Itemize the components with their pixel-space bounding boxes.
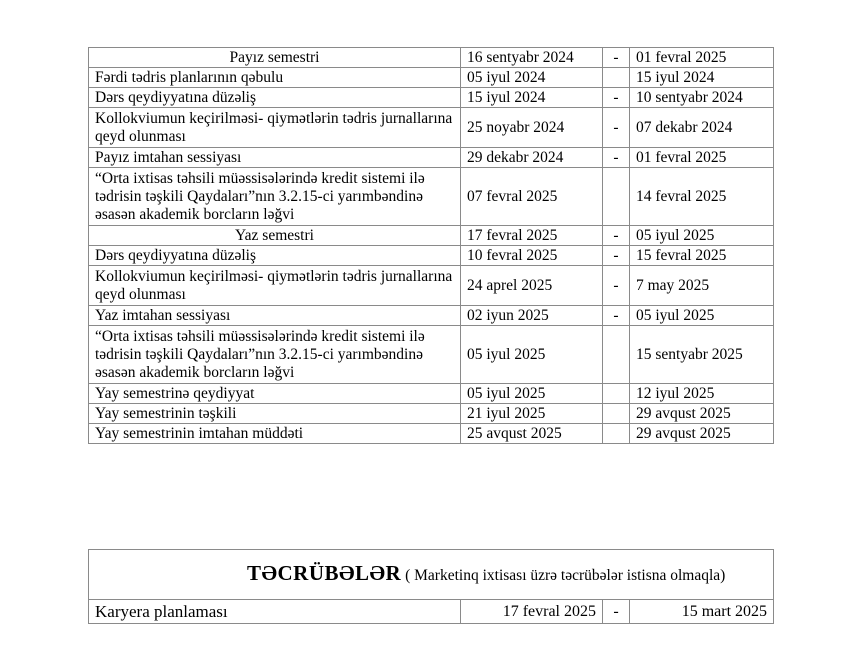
table-row bbox=[89, 148, 774, 168]
end-date: 10 sentyabr 2024 bbox=[630, 88, 774, 108]
end-date: 29 avqust 2025 bbox=[630, 424, 774, 444]
end-date: 14 fevral 2025 bbox=[630, 168, 774, 226]
date-separator bbox=[603, 384, 630, 404]
end-date: 01 fevral 2025 bbox=[630, 148, 774, 168]
practice-label: Karyera planlaması bbox=[89, 600, 461, 624]
period-label: Yay semestrinin imtahan müddəti bbox=[89, 424, 461, 444]
period-label: Dərs qeydiyyatına düzəliş bbox=[89, 246, 461, 266]
start-date: 15 iyul 2024 bbox=[461, 88, 603, 108]
period-label: Yay semestrinə qeydiyyat bbox=[89, 384, 461, 404]
table-row bbox=[89, 246, 774, 266]
start-date: 17 fevral 2025 bbox=[461, 226, 603, 246]
practice-table bbox=[88, 549, 774, 624]
end-date: 01 fevral 2025 bbox=[630, 48, 774, 68]
date-separator bbox=[603, 168, 630, 226]
table-row bbox=[89, 306, 774, 326]
end-date: 07 dekabr 2024 bbox=[630, 108, 774, 148]
start-date: 24 aprel 2025 bbox=[461, 266, 603, 306]
table-row bbox=[89, 168, 774, 226]
period-label: Payız semestri bbox=[89, 48, 461, 68]
practice-title-cell bbox=[89, 550, 774, 600]
period-label: Payız imtahan sessiyası bbox=[89, 148, 461, 168]
period-label: “Orta ixtisas təhsili müəssisələrində kredit sistemi ilə tədrisin təşkili Qaydaları”nın 3.2.15-ci yarımbəndinə əsasən akademik borcların ləğvi bbox=[89, 168, 461, 226]
table-row bbox=[89, 404, 774, 424]
period-label: Kollokviumun keçirilməsi- qiymətlərin tədris jurnallarına qeyd olunması bbox=[89, 108, 461, 148]
table-row bbox=[89, 424, 774, 444]
start-date: 21 iyul 2025 bbox=[461, 404, 603, 424]
practice-title-row bbox=[89, 550, 774, 600]
date-separator: - bbox=[603, 108, 630, 148]
table-row bbox=[89, 88, 774, 108]
table-row bbox=[89, 108, 774, 148]
table-row bbox=[89, 266, 774, 306]
date-separator bbox=[603, 404, 630, 424]
end-date: 05 iyul 2025 bbox=[630, 226, 774, 246]
end-date: 12 iyul 2025 bbox=[630, 384, 774, 404]
period-label: Yay semestrinin təşkili bbox=[89, 404, 461, 424]
table-row bbox=[89, 68, 774, 88]
end-date: 29 avqust 2025 bbox=[630, 404, 774, 424]
period-label: Yaz imtahan sessiyası bbox=[89, 306, 461, 326]
table-row bbox=[89, 48, 774, 68]
start-date: 02 iyun 2025 bbox=[461, 306, 603, 326]
table-row bbox=[89, 384, 774, 404]
start-date: 07 fevral 2025 bbox=[461, 168, 603, 226]
end-date: 05 iyul 2025 bbox=[630, 306, 774, 326]
end-date: 15 sentyabr 2025 bbox=[630, 326, 774, 384]
date-separator: - bbox=[603, 306, 630, 326]
date-separator: - bbox=[603, 226, 630, 246]
start-date: 05 iyul 2025 bbox=[461, 384, 603, 404]
start-date: 05 iyul 2024 bbox=[461, 68, 603, 88]
start-date: 05 iyul 2025 bbox=[461, 326, 603, 384]
start-date: 25 noyabr 2024 bbox=[461, 108, 603, 148]
end-date: 15 iyul 2024 bbox=[630, 68, 774, 88]
date-separator: - bbox=[603, 48, 630, 68]
table-row bbox=[89, 226, 774, 246]
practice-start: 17 fevral 2025 bbox=[461, 600, 603, 624]
start-date: 10 fevral 2025 bbox=[461, 246, 603, 266]
end-date: 15 fevral 2025 bbox=[630, 246, 774, 266]
date-separator bbox=[603, 326, 630, 384]
period-label: Fərdi tədris planlarının qəbulu bbox=[89, 68, 461, 88]
date-separator: - bbox=[603, 246, 630, 266]
period-label: “Orta ixtisas təhsili müəssisələrində kredit sistemi ilə tədrisin təşkili Qaydaları”nın 3.2.15-ci yarımbəndinə əsasən akademik borcların ləğvi bbox=[89, 326, 461, 384]
start-date: 16 sentyabr 2024 bbox=[461, 48, 603, 68]
academic-calendar-table bbox=[88, 47, 774, 444]
start-date: 29 dekabr 2024 bbox=[461, 148, 603, 168]
end-date: 7 may 2025 bbox=[630, 266, 774, 306]
practice-end: 15 mart 2025 bbox=[630, 600, 774, 624]
practice-title: TƏCRÜBƏLƏR bbox=[247, 561, 402, 585]
practice-row bbox=[89, 600, 774, 624]
start-date: 25 avqust 2025 bbox=[461, 424, 603, 444]
date-separator: - bbox=[603, 148, 630, 168]
date-separator bbox=[603, 424, 630, 444]
period-label: Yaz semestri bbox=[89, 226, 461, 246]
practice-note: ( Marketinq ixtisası üzrə təcrübələr istisna olmaqla) bbox=[401, 567, 726, 584]
period-label: Dərs qeydiyyatına düzəliş bbox=[89, 88, 461, 108]
date-separator: - bbox=[603, 88, 630, 108]
practice-sep: - bbox=[603, 600, 630, 624]
period-label: Kollokviumun keçirilməsi- qiymətlərin tədris jurnallarına qeyd olunması bbox=[89, 266, 461, 306]
academic-calendar-body bbox=[89, 48, 774, 444]
date-separator: - bbox=[603, 266, 630, 306]
date-separator bbox=[603, 68, 630, 88]
table-row bbox=[89, 326, 774, 384]
